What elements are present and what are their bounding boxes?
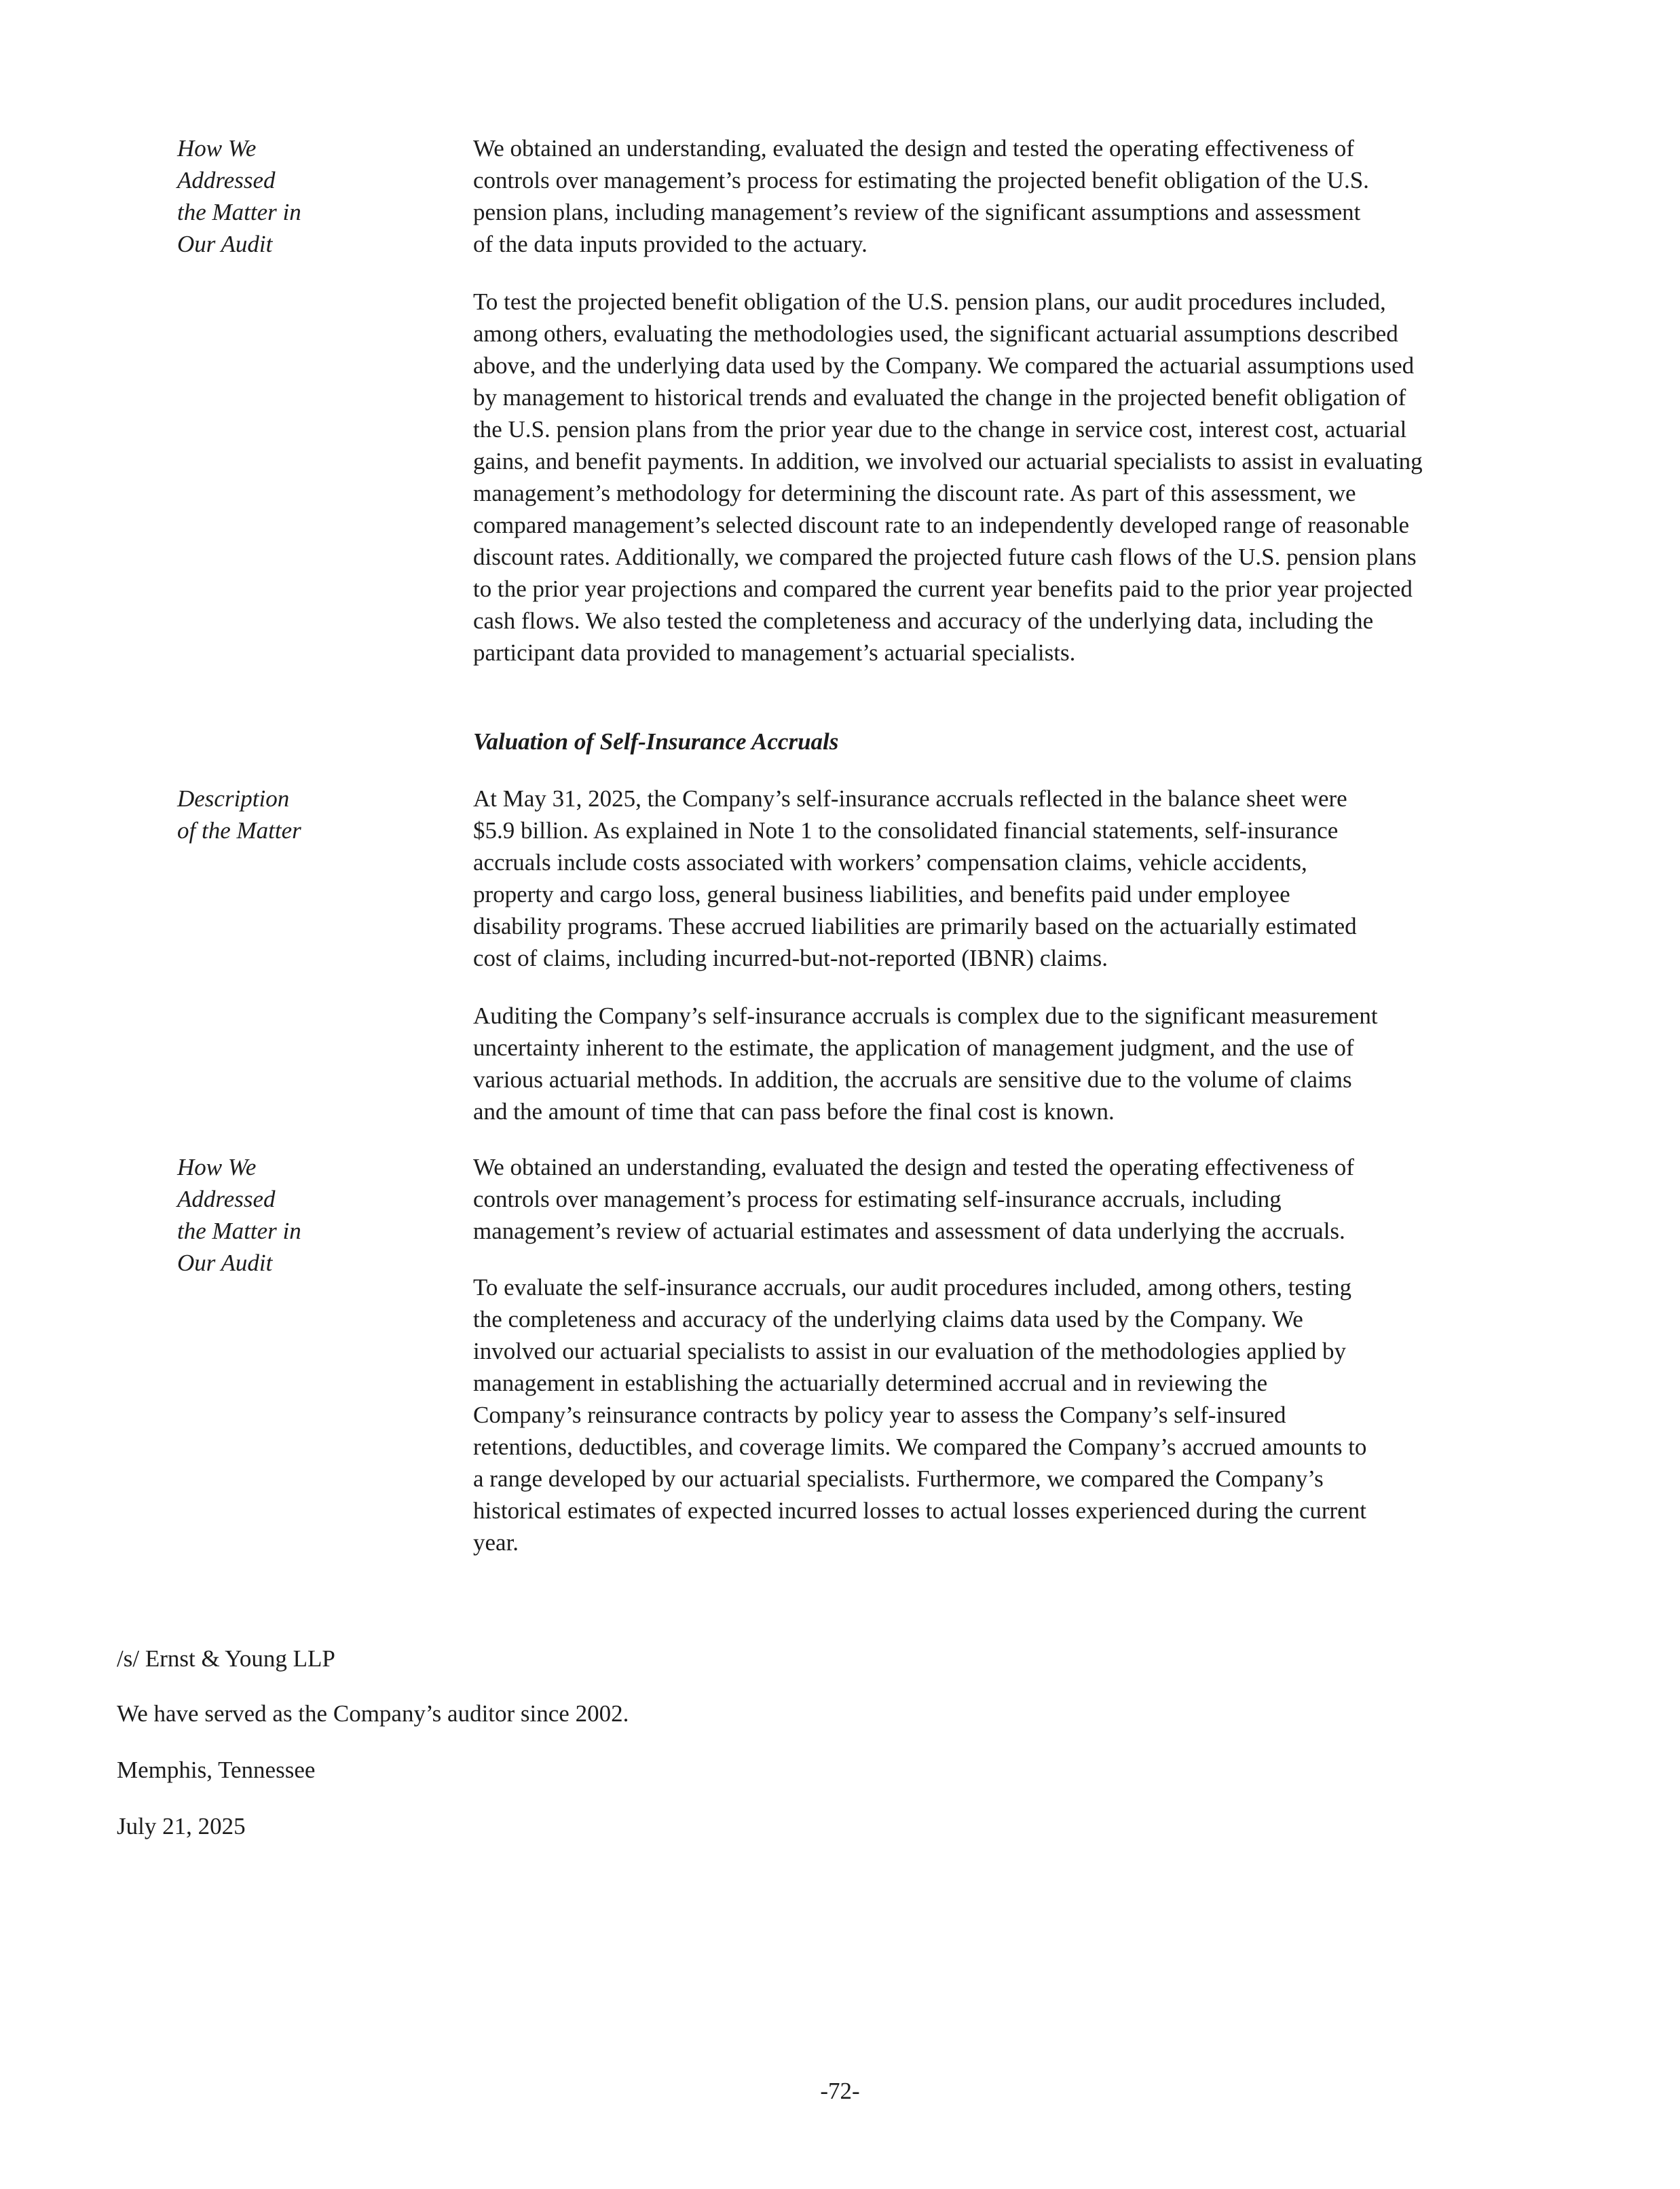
self-insurance-description-label: Description of the Matter [177, 785, 301, 844]
pension-how-addressed-paragraph-2: To test the projected benefit obligation of the U.S. pension plans, our audit procedures included, among others, evaluating the methodologies used, the significant actuarial assumptions described above, and the underlying data used by the Company. We compared the actuarial assumptions used by management to historical trends and evaluated the change in the projected benefit obligation of the U.S. pension plans from the prior year due to the change in service cost, interest cost, actuarial gains, and benefit payments. In addition, we involved our actuarial specialists to assist in evaluating management’s methodology for determining the discount rate. As part of this assessment, we compared management’s selected discount rate to an independently developed range of reasonable discount rates. Additionally, we compared the projected future cash flows of the U.S. pension plans to the prior year projections and compared the current year benefits paid to the prior year projected cash flows. We also tested the completeness and accuracy of the underlying data, including the participant data provided to management’s actuarial specialists. [473, 288, 1423, 666]
auditor-tenure: We have served as the Company’s auditor since 2002. [117, 1700, 629, 1727]
self-insurance-how-addressed-paragraph-2: To evaluate the self-insurance accruals, our audit procedures included, among others, testing the completeness and accuracy of the underlying claims data used by the Company. We involved our actuarial specialists to assist in our evaluation of the methodologies applied by management in establishing the actuarially determined accrual and in reviewing the Company’s reinsurance contracts by policy year to assess the Company’s self-insured retentions, deductibles, and coverage limits. We compared the Company’s accrued amounts to a range developed by our actuarial specialists. Furthermore, we compared the Company’s historical estimates of expected incurred losses to actual losses experienced during the current year. [473, 1274, 1367, 1556]
self-insurance-how-addressed-label: How We Addressed the Matter in Our Audit [177, 1154, 301, 1276]
self-insurance-how-addressed-paragraph-1: We obtained an understanding, evaluated the design and tested the operating effectiveness of controls over management’s process for estimating self-insurance accruals, including management’s review of actuarial estimates and assessment of data underlying the accruals. [473, 1154, 1354, 1244]
self-insurance-description-paragraph-1: At May 31, 2025, the Company’s self-insurance accruals reflected in the balance sheet were $5.9 billion. As explained in Note 1 to the consolidated financial statements, self-insurance accruals include costs associated with workers’ compensation claims, vehicle accidents, property and cargo loss, general business liabilities, and benefits paid under employee disability programs. These accrued liabilities are primarily based on the actuarially estimated cost of claims, including incurred-but-not-reported (IBNR) claims. [473, 785, 1357, 971]
pension-how-addressed-paragraph-1: We obtained an understanding, evaluated the design and tested the operating effectiveness of controls over management’s process for estimating the projected benefit obligation of the U.S. pension plans, including management’s review of the significant assumptions and assessment of the data inputs provided to the actuary. [473, 135, 1369, 257]
page-number: -72- [820, 2078, 860, 2104]
auditor-signature: /s/ Ernst & Young LLP [117, 1645, 335, 1672]
self-insurance-description-paragraph-2: Auditing the Company’s self-insurance accruals is complex due to the significant measurement uncertainty inherent to the estimate, the application of management judgment, and the use of various actuarial methods. In addition, the accruals are sensitive due to the volume of claims and the amount of time that can pass before the final cost is known. [473, 1003, 1378, 1125]
pension-how-addressed-label: How We Addressed the Matter in Our Audit [177, 135, 301, 257]
signature-location: Memphis, Tennessee [117, 1757, 316, 1783]
signature-date: July 21, 2025 [117, 1813, 246, 1839]
self-insurance-section-heading: Valuation of Self-Insurance Accruals [473, 728, 839, 755]
